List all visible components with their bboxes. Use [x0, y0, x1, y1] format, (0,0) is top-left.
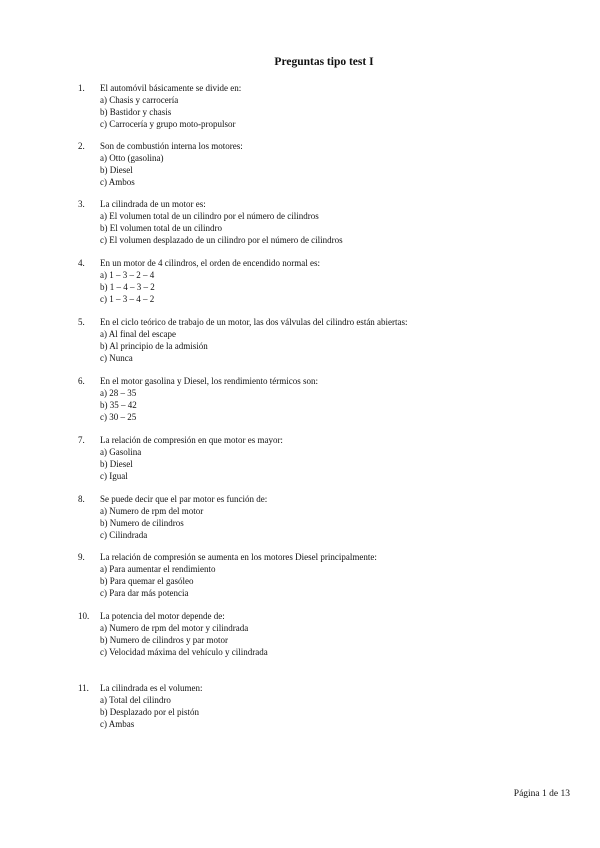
question-number: 8.: [78, 494, 85, 504]
option-c: c) Cilindrada: [100, 530, 148, 540]
option-a: a) Total del cilindro: [100, 695, 171, 705]
question-text: La cilindrada de un motor es:: [100, 199, 206, 209]
page-number-footer: Página 1 de 13: [513, 789, 570, 799]
question-4: [78, 257, 558, 305]
option-c: c) Nunca: [100, 353, 133, 363]
option-c: c) Velocidad máxima del vehículo y cilindrada: [100, 647, 268, 657]
question-number: 9.: [78, 552, 85, 562]
question-text: El automóvil básicamente se divide en:: [100, 83, 242, 93]
option-c: c) Igual: [100, 471, 128, 481]
question-number: 10.: [78, 611, 90, 621]
option-c: c) Para dar más potencia: [100, 588, 189, 598]
option-c: c) Ambos: [100, 177, 135, 187]
question-10: [78, 610, 558, 658]
question-8: [78, 493, 558, 541]
question-text: La relación de compresión en que motor es mayor:: [100, 435, 283, 445]
option-b: b) Numero de cilindros y par motor: [100, 635, 228, 645]
question-6: [78, 375, 558, 423]
question-number: 11.: [78, 683, 89, 693]
option-c: c) Carrocería y grupo moto-propulsor: [100, 119, 236, 129]
option-c: c) El volumen desplazado de un cilindro por el número de cilindros: [100, 235, 343, 245]
question-7: [78, 434, 558, 482]
option-b: b) Numero de cilindros: [100, 518, 184, 528]
option-b: b) El volumen total de un cilindro: [100, 223, 222, 233]
option-c: c) 30 – 25: [100, 412, 137, 422]
option-c: c) Ambas: [100, 719, 135, 729]
question-text: En un motor de 4 cilindros, el orden de encendido normal es:: [100, 258, 320, 268]
option-a: a) Otto (gasolina): [100, 153, 164, 163]
question-2: [78, 140, 558, 188]
question-11: [78, 682, 558, 730]
option-a: a) Numero de rpm del motor y cilindrada: [100, 623, 249, 633]
question-text: En el motor gasolina y Diesel, los rendimiento térmicos son:: [100, 376, 318, 386]
question-text: La relación de compresión se aumenta en los motores Diesel principalmente:: [100, 552, 377, 562]
question-number: 5.: [78, 317, 85, 327]
option-a: a) Para aumentar el rendimiento: [100, 564, 216, 574]
question-number: 2.: [78, 141, 85, 151]
option-a: a) Gasolina: [100, 447, 142, 457]
option-a: a) Al final del escape: [100, 329, 176, 339]
question-text: En el ciclo teórico de trabajo de un motor, las dos válvulas del cilindro están abiertas:: [100, 317, 408, 327]
question-text: La potencia del motor depende de:: [100, 611, 225, 621]
question-5: [78, 316, 558, 364]
question-9: [78, 551, 558, 599]
question-number: 1.: [78, 83, 85, 93]
option-a: a) 1 – 3 – 2 – 4: [100, 270, 155, 280]
option-a: a) Numero de rpm del motor: [100, 506, 204, 516]
question-3: [78, 198, 558, 246]
option-b: b) Diesel: [100, 459, 133, 469]
question-text: Son de combustión interna los motores:: [100, 141, 243, 151]
option-b: b) 1 – 4 – 3 – 2: [100, 282, 155, 292]
option-a: a) Chasis y carrocería: [100, 95, 179, 105]
option-a: a) 28 – 35: [100, 388, 137, 398]
question-number: 3.: [78, 199, 85, 209]
question-number: 7.: [78, 435, 85, 445]
option-c: c) 1 – 3 – 4 – 2: [100, 294, 155, 304]
option-a: a) El volumen total de un cilindro por el número de cilindros: [100, 211, 319, 221]
option-b: b) Desplazado por el pistón: [100, 707, 199, 717]
option-b: b) Diesel: [100, 165, 133, 175]
option-b: b) Para quemar el gasóleo: [100, 576, 194, 586]
question-1: [78, 82, 558, 130]
question-number: 4.: [78, 258, 85, 268]
page-title: Preguntas tipo test I: [274, 56, 374, 68]
option-b: b) Al principio de la admisión: [100, 341, 208, 351]
question-text: Se puede decir que el par motor es función de:: [100, 494, 268, 504]
option-b: b) 35 – 42: [100, 400, 137, 410]
option-b: b) Bastidor y chasis: [100, 107, 172, 117]
question-text: La cilindrada es el volumen:: [100, 683, 203, 693]
question-number: 6.: [78, 376, 85, 386]
